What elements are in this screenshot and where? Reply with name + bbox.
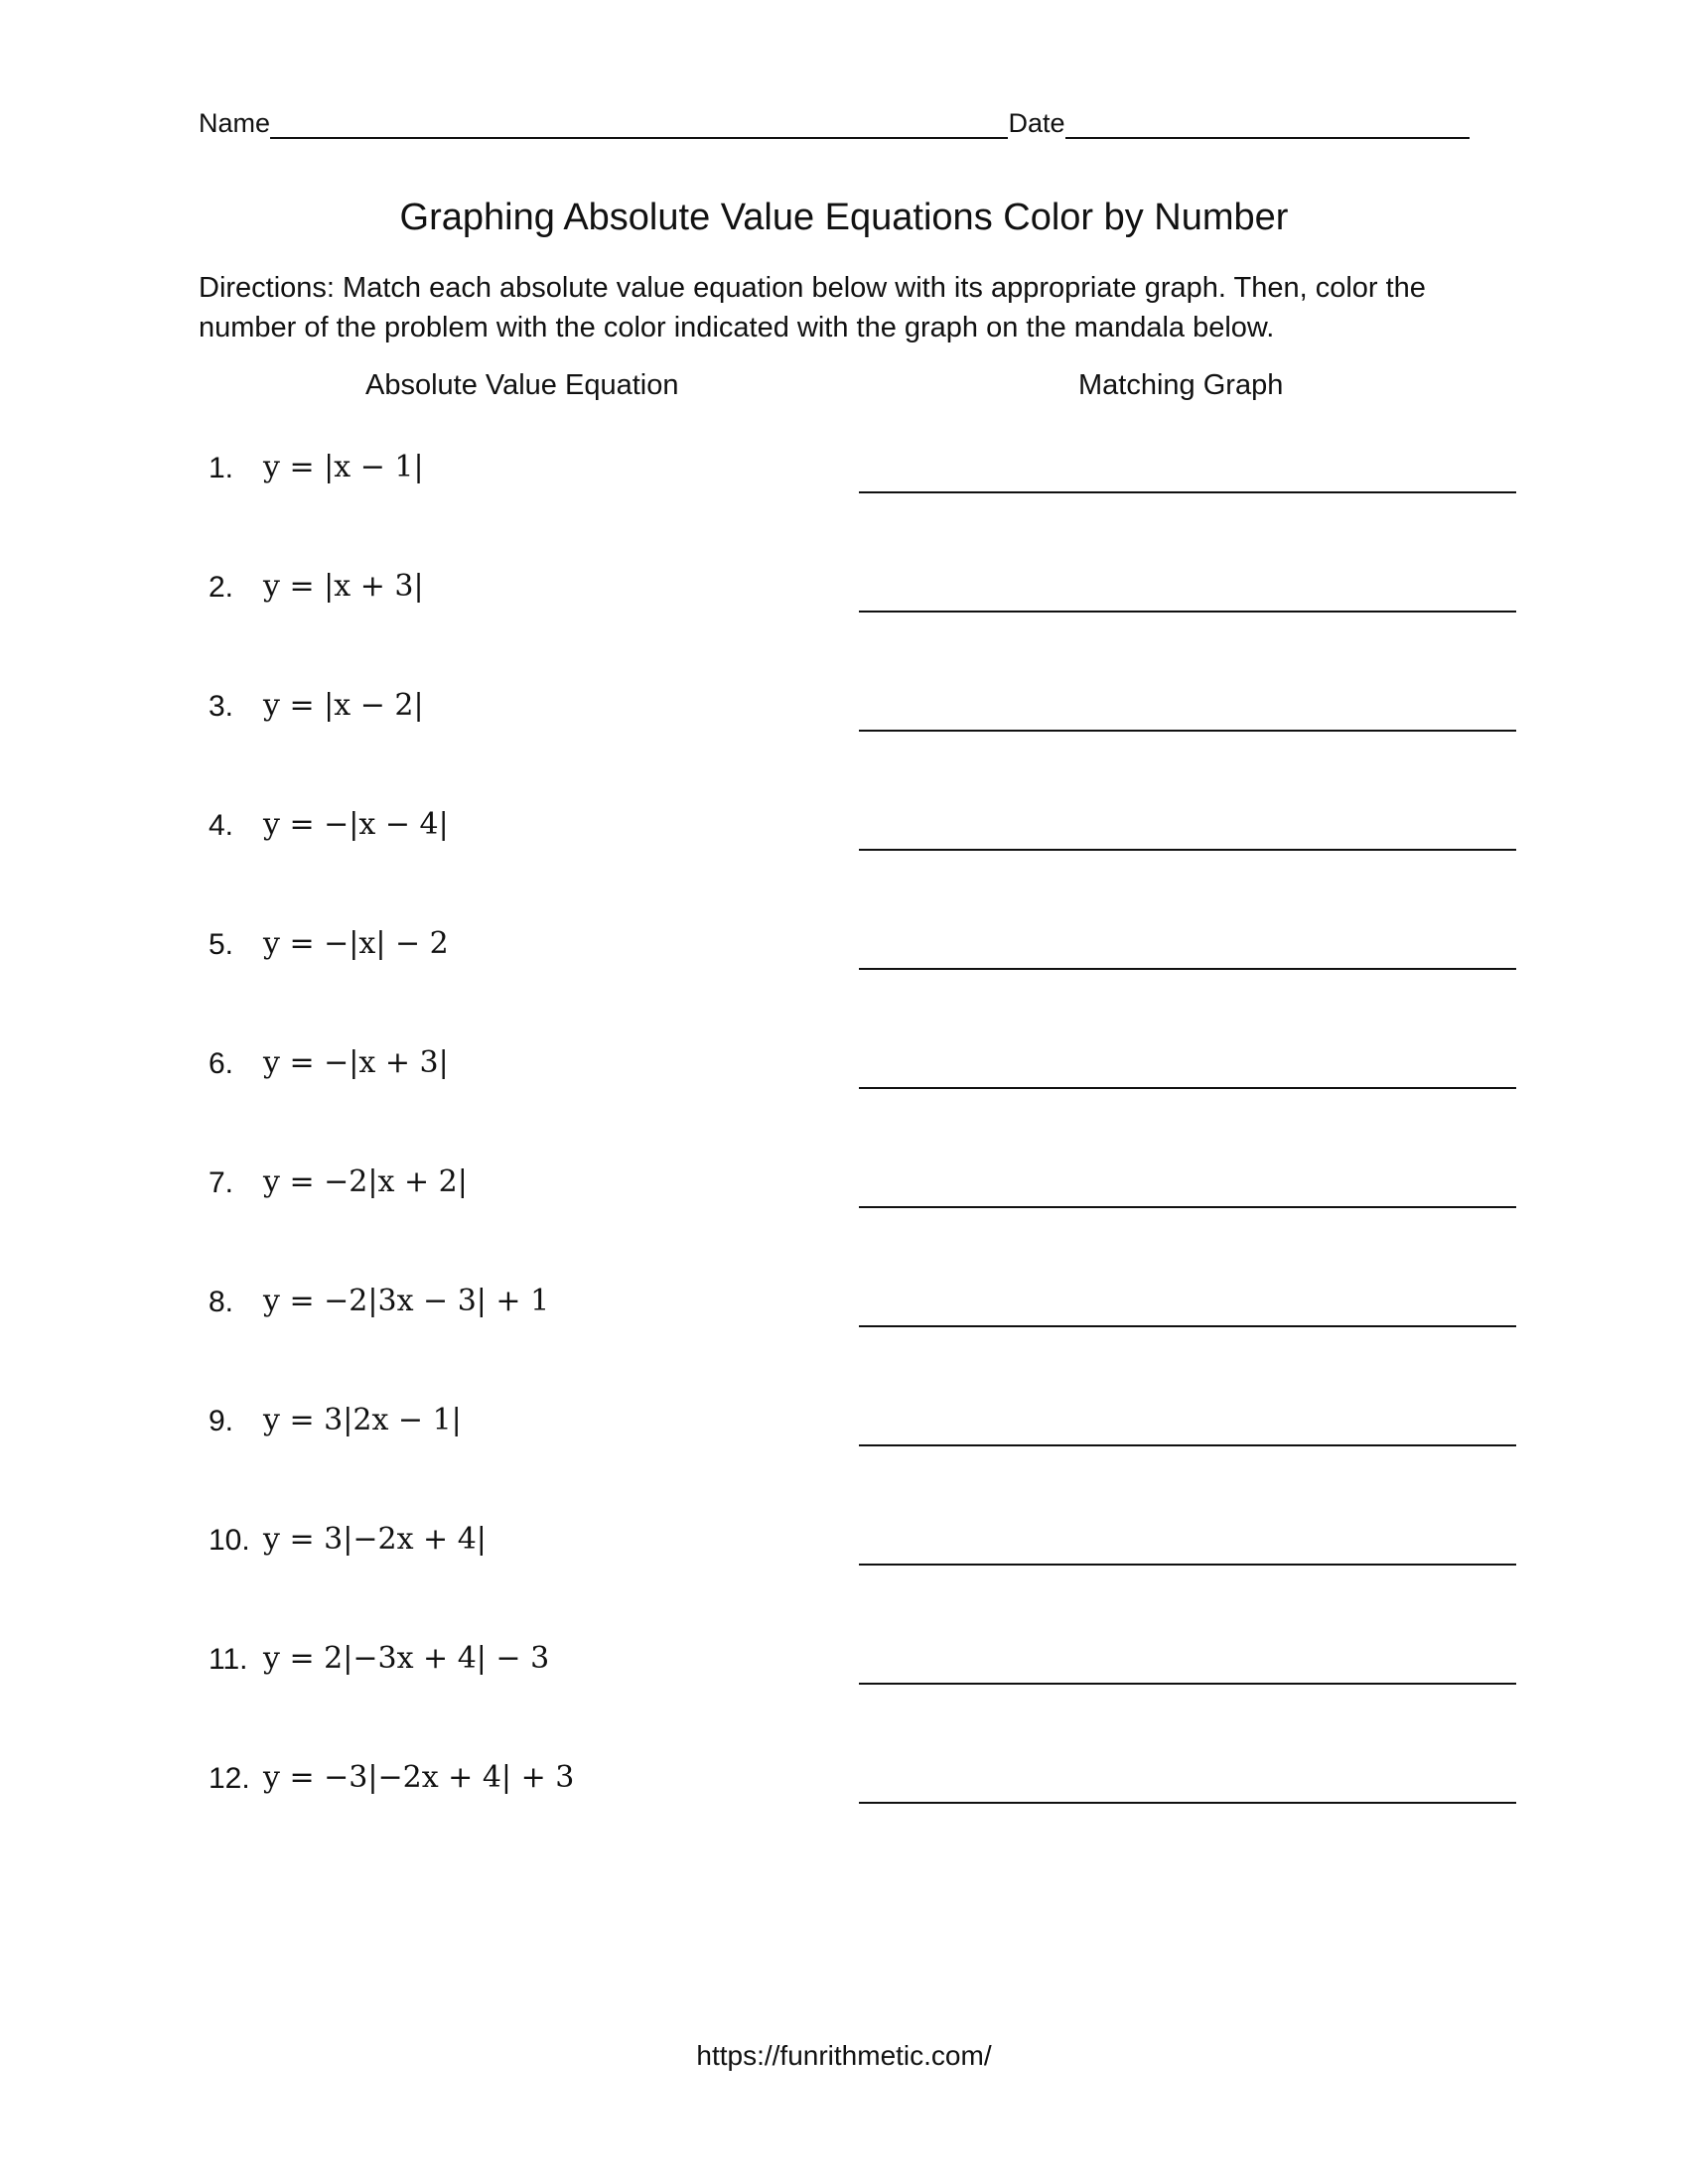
header-row: [199, 99, 1470, 139]
problem-item: [209, 1395, 1519, 1454]
directions: [199, 268, 1489, 347]
problem-equation: y = −|x| − 2: [263, 926, 449, 961]
problem-equation: y = 3|−2x + 4|: [263, 1522, 487, 1557]
problem-equation: y = 2|−3x + 4| − 3: [263, 1641, 550, 1676]
answer-line[interactable]: [859, 1444, 1516, 1446]
problem-number: 7.: [209, 1166, 234, 1199]
answer-line[interactable]: [859, 968, 1516, 970]
problem-equation: y = |x − 2|: [263, 688, 424, 723]
problem-item: [209, 680, 1519, 740]
problem-equation: y = |x − 1|: [263, 450, 424, 484]
answer-line[interactable]: [859, 491, 1516, 493]
directions-label: Directions:: [199, 272, 335, 304]
problem-equation: y = |x + 3|: [263, 569, 424, 604]
answer-line[interactable]: [859, 1325, 1516, 1327]
problem-item: [209, 561, 1519, 620]
footer-url[interactable]: https://funrithmetic.com/: [696, 2040, 992, 2071]
problem-number: 3.: [209, 690, 234, 723]
directions-text: Match each absolute value equation below with its appropriate graph. Then, color the number of the problem with the color indicated with the graph on the mandala below.: [199, 272, 1426, 343]
date-label: Date: [1008, 108, 1065, 138]
problem-number: 8.: [209, 1286, 234, 1318]
answer-line[interactable]: [859, 1564, 1516, 1566]
column-header-graph: Matching Graph: [1078, 369, 1284, 401]
problem-number: 9.: [209, 1405, 234, 1437]
problem-equation: y = −2|x + 2|: [263, 1164, 468, 1199]
problem-number: 10.: [209, 1524, 250, 1557]
column-header-equation: Absolute Value Equation: [365, 369, 679, 401]
answer-line[interactable]: [859, 1206, 1516, 1208]
problem-number: 5.: [209, 928, 234, 961]
answer-line[interactable]: [859, 1087, 1516, 1089]
problem-item: [209, 799, 1519, 859]
problem-number: 1.: [209, 452, 234, 484]
problem-equation: y = −3|−2x + 4| + 3: [263, 1760, 575, 1795]
date-field[interactable]: [1065, 109, 1471, 139]
name-field[interactable]: [270, 109, 1008, 139]
problem-number: 12.: [209, 1762, 250, 1795]
problem-item: [209, 1514, 1519, 1573]
problem-number: 4.: [209, 809, 234, 842]
problem-number: 11.: [209, 1643, 248, 1676]
problem-number: 2.: [209, 571, 234, 604]
problem-item: [209, 1752, 1519, 1812]
name-label: Name: [199, 108, 271, 138]
answer-line[interactable]: [859, 730, 1516, 732]
problem-item: [209, 442, 1519, 501]
problem-equation: y = −2|3x − 3| + 1: [263, 1284, 550, 1318]
answer-line[interactable]: [859, 849, 1516, 851]
answer-line[interactable]: [859, 1683, 1516, 1685]
answer-line[interactable]: [859, 611, 1516, 613]
problem-number: 6.: [209, 1047, 234, 1080]
problem-item: [209, 1633, 1519, 1693]
problem-equation: y = 3|2x − 1|: [263, 1403, 462, 1437]
problem-item: [209, 918, 1519, 978]
problem-item: [209, 1037, 1519, 1097]
problem-equation: y = −|x − 4|: [263, 807, 449, 842]
problem-item: [209, 1157, 1519, 1216]
problem-equation: y = −|x + 3|: [263, 1045, 449, 1080]
problem-item: [209, 1276, 1519, 1335]
page-title: Graphing Absolute Value Equations Color by Number: [399, 197, 1289, 238]
answer-line[interactable]: [859, 1802, 1516, 1804]
